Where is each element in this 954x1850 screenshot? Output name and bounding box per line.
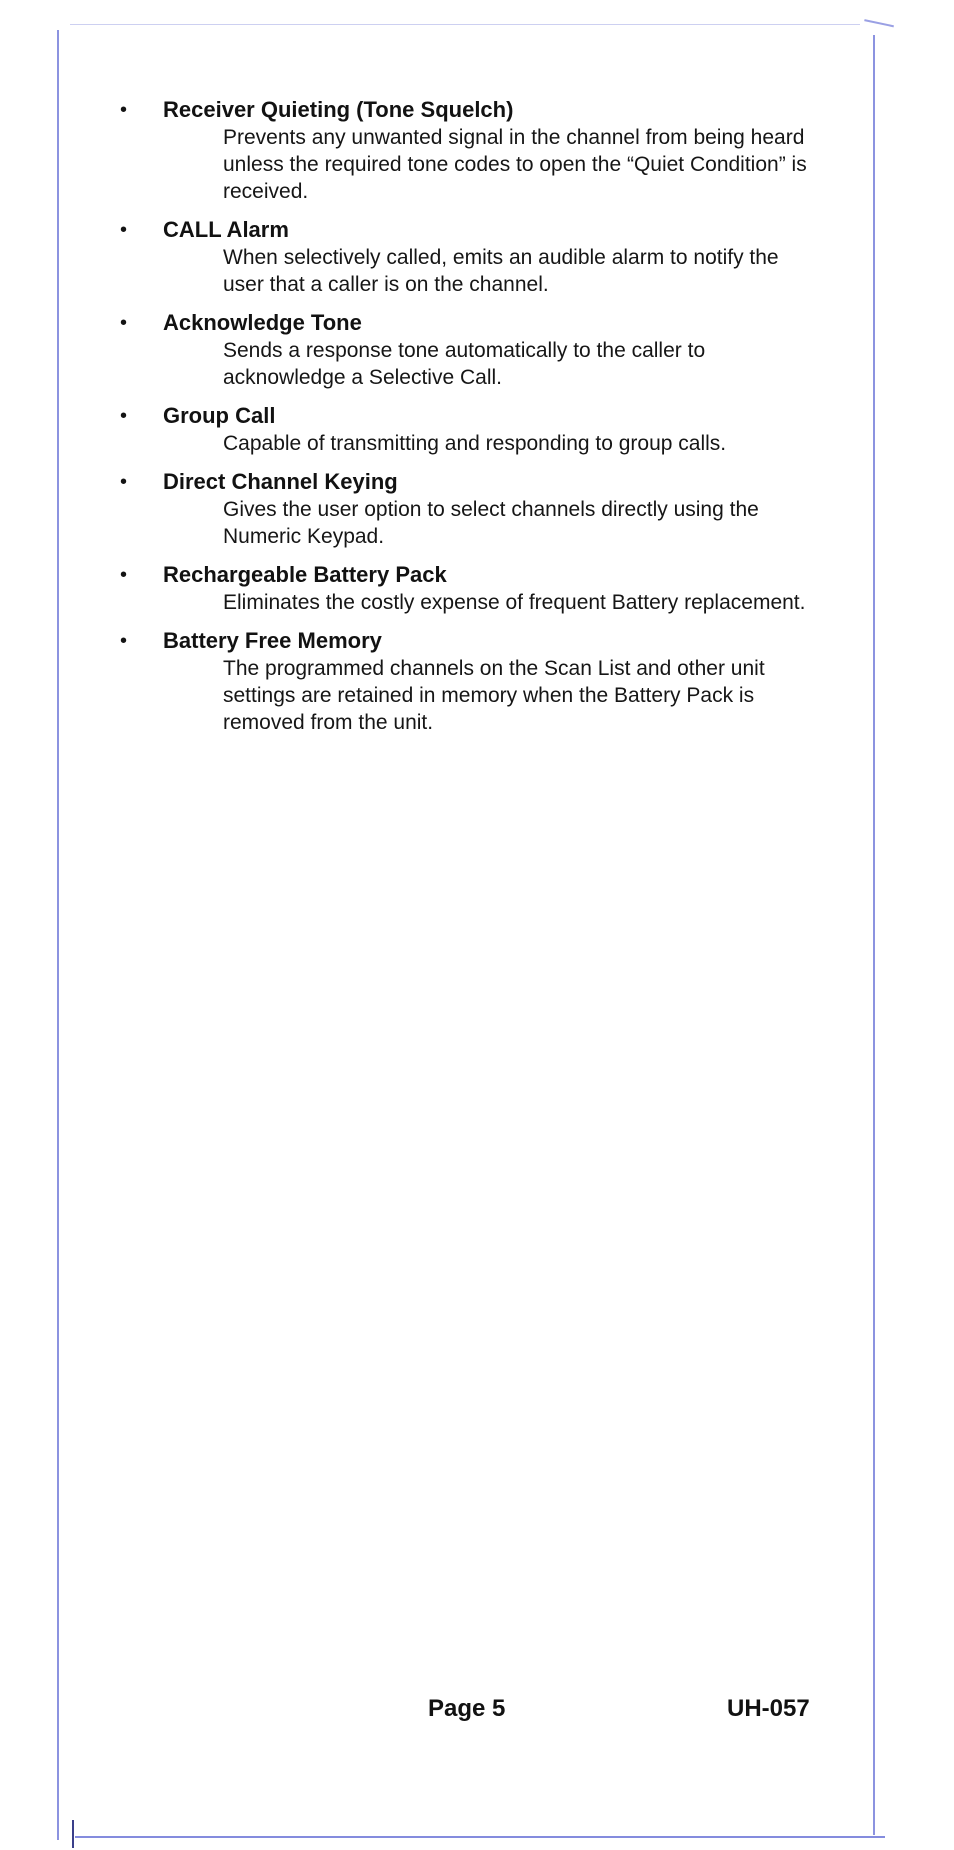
feature-description: Sends a response tone automatically to the caller to acknowledge a Selective Call. xyxy=(223,339,706,389)
feature-title: Rechargeable Battery Pack xyxy=(163,562,447,587)
feature-description: Eliminates the costly expense of frequent Battery replacement. xyxy=(223,591,806,614)
bullet-icon: • xyxy=(120,630,128,652)
feature-item xyxy=(0,402,954,457)
bullet-icon: • xyxy=(120,405,128,427)
page-border-top xyxy=(70,24,860,25)
feature-title: Direct Channel Keying xyxy=(163,469,398,494)
feature-title: Receiver Quieting (Tone Squelch) xyxy=(163,97,514,122)
document-code: UH-057 xyxy=(727,1695,810,1722)
corner-mark xyxy=(860,19,894,47)
page-number: Page 5 xyxy=(428,1695,506,1722)
page-border-bottom xyxy=(75,1836,885,1838)
feature-item xyxy=(0,309,954,391)
bullet-icon: • xyxy=(120,219,128,241)
feature-list xyxy=(0,96,954,747)
feature-description: The programmed channels on the Scan List and other unit settings are retained in memory when the Battery Pack is removed from the unit. xyxy=(223,657,765,734)
feature-item xyxy=(0,627,954,736)
foot-tick-mark xyxy=(72,1820,74,1848)
feature-title: Acknowledge Tone xyxy=(163,310,362,335)
feature-description: Gives the user option to select channels directly using the Numeric Keypad. xyxy=(223,498,759,548)
feature-item xyxy=(0,561,954,616)
feature-item xyxy=(0,96,954,205)
feature-description: Capable of transmitting and responding to group calls. xyxy=(223,432,727,455)
feature-title: CALL Alarm xyxy=(163,217,289,242)
bullet-icon: • xyxy=(120,312,128,334)
bullet-icon: • xyxy=(120,471,128,493)
feature-title: Group Call xyxy=(163,403,276,428)
feature-title: Battery Free Memory xyxy=(163,628,382,653)
feature-description: Prevents any unwanted signal in the channel from being heard unless the required tone codes to open the “Quiet Condition” is received. xyxy=(223,126,807,203)
feature-item xyxy=(0,216,954,298)
feature-description: When selectively called, emits an audible alarm to notify the user that a caller is on the channel. xyxy=(223,246,779,296)
bullet-icon: • xyxy=(120,99,128,121)
feature-item xyxy=(0,468,954,550)
bullet-icon: • xyxy=(120,564,128,586)
